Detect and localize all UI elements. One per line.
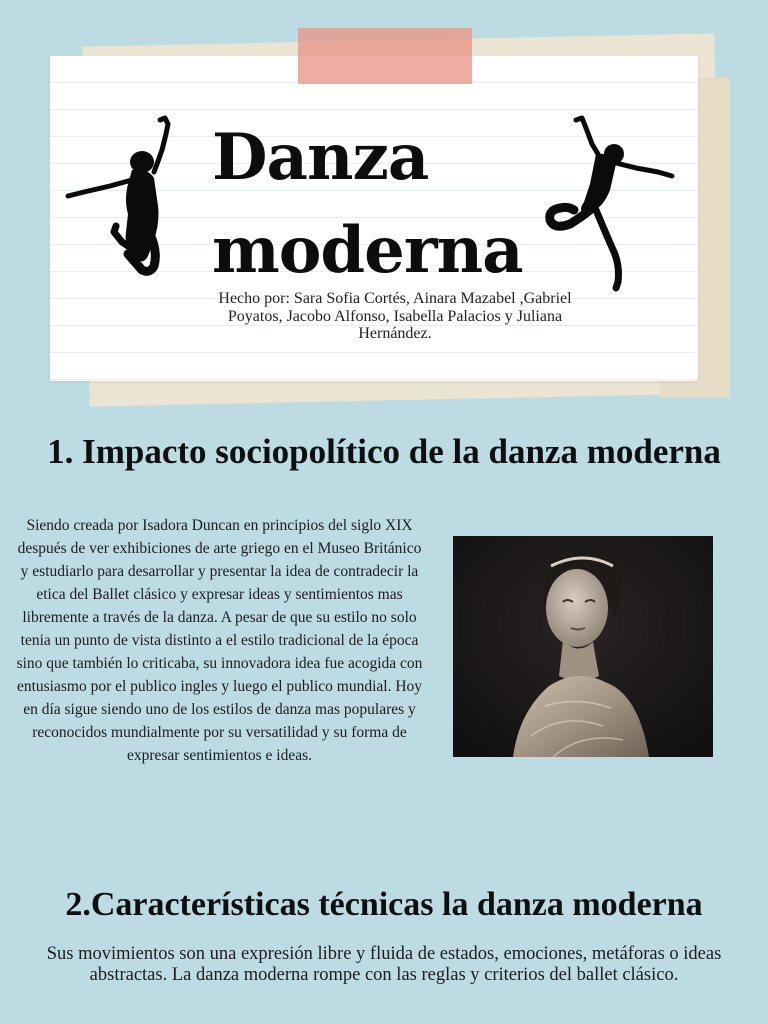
dancer-silhouette-left-icon xyxy=(62,114,182,279)
authors-credit: Hecho por: Sara Sofia Cortés, Ainara Mazabel ,Gabriel Poyatos, Jacobo Alfonso, Isabella Palacios y Juliana Hernández. xyxy=(218,290,572,343)
title-line-2: moderna xyxy=(212,212,523,288)
tape-strip xyxy=(298,28,472,84)
section1-body: Siendo creada por Isadora Duncan en principios del siglo XIX después de ver exhibiciones de arte griego en el Museo Británico y estudiarlo para desarrollar y presentar la idea de contradecir la etica del Ballet clásico y expresar ideas y sentimientos mas libremente a través de la danza. A pesar de que su estilo no solo tenia un punto de vista distinto a el estilo tradicional de la época sino que también lo criticaba, su innovadora idea fue acogida con entusiasmo por el publico ingles y luego el publico mundial. Hoy en día sigue siendo uno de los estilos de danza mas populares y reconocidos mundialmente por su versatilidad y su forma de expresar sentimientos e ideas. xyxy=(16,517,423,764)
isadora-duncan-portrait xyxy=(453,536,713,757)
section2-body: Sus movimientos son una expresión libre y fluida de estados, emociones, metáforas o ideas abstractas. La danza moderna rompe con las reglas y criterios del ballet clásico. xyxy=(46,944,722,985)
section2-heading: 2.Características técnicas la danza moderna xyxy=(65,886,703,923)
poster-title xyxy=(212,112,572,298)
section1-heading: 1. Impacto sociopolítico de la danza moderna xyxy=(47,432,721,471)
title-line-1: Danza xyxy=(212,120,429,195)
